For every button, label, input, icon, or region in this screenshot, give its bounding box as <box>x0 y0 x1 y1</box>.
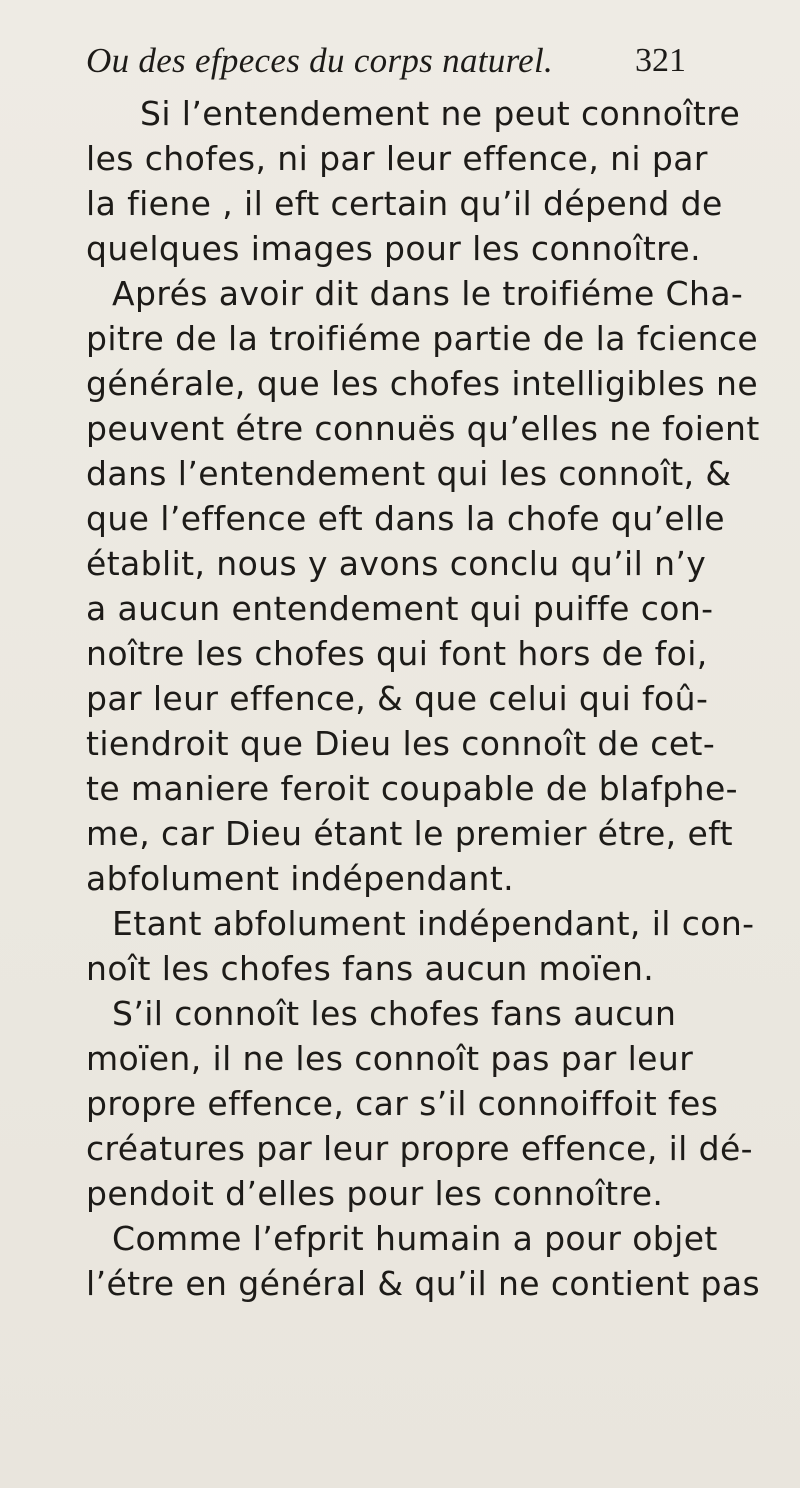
text-line: Aprés avoir dit dans le troifiéme Cha- <box>112 274 744 313</box>
text-line: quelques images pour les connoître. <box>86 229 702 268</box>
text-line: a aucun entendement qui puiffe con- <box>86 589 714 628</box>
text-line: S’il connoît les chofes fans aucun <box>112 994 677 1033</box>
text-line: par leur effence, & que celui qui foû- <box>86 679 709 718</box>
running-head <box>86 38 686 84</box>
text-line: Si l’entendement ne peut connoître <box>140 94 741 133</box>
text-line: tiendroit que Dieu les connoît de cet- <box>86 724 716 763</box>
text-line: pitre de la troifiéme partie de la fcience <box>86 319 759 358</box>
text-line: abfolument indépendant. <box>86 859 515 898</box>
text-line: créatures par leur propre effence, il dé- <box>86 1129 753 1168</box>
text-line: moïen, il ne les connoît pas par leur <box>86 1039 694 1078</box>
text-line: noître les chofes qui font hors de foi, <box>86 634 708 673</box>
text-line: me, car Dieu étant le premier étre, eft <box>86 814 733 853</box>
text-line: propre effence, car s’il connoiffoit fes <box>86 1084 719 1123</box>
text-line: pendoit d’elles pour les connoître. <box>86 1174 664 1213</box>
text-line: que l’effence eft dans la chofe qu’elle <box>86 499 725 538</box>
text-line: l’étre en général & qu’il ne contient pas <box>86 1264 761 1303</box>
text-line: les chofes, ni par leur effence, ni par <box>86 139 708 178</box>
text-line: établit, nous y avons conclu qu’il n’y <box>86 544 707 583</box>
text-line: dans l’entendement qui les connoît, & <box>86 454 732 493</box>
text-line: la fiene , il eft certain qu’il dépend de <box>86 184 723 223</box>
text-line: te maniere feroit coupable de blafphe- <box>86 769 738 808</box>
text-line: noît les chofes fans aucun moïen. <box>86 949 655 988</box>
text-line: peuvent étre connuës qu’elles ne foient <box>86 409 760 448</box>
text-line: générale, que les chofes intelligibles ne <box>86 364 759 403</box>
text-line: Etant abfolument indépendant, il con- <box>112 904 755 943</box>
running-title: Ou des efpeces du corps naturel. <box>86 41 554 80</box>
page-number: 321 <box>635 42 686 79</box>
text-line: Comme l’efprit humain a pour objet <box>112 1219 718 1258</box>
